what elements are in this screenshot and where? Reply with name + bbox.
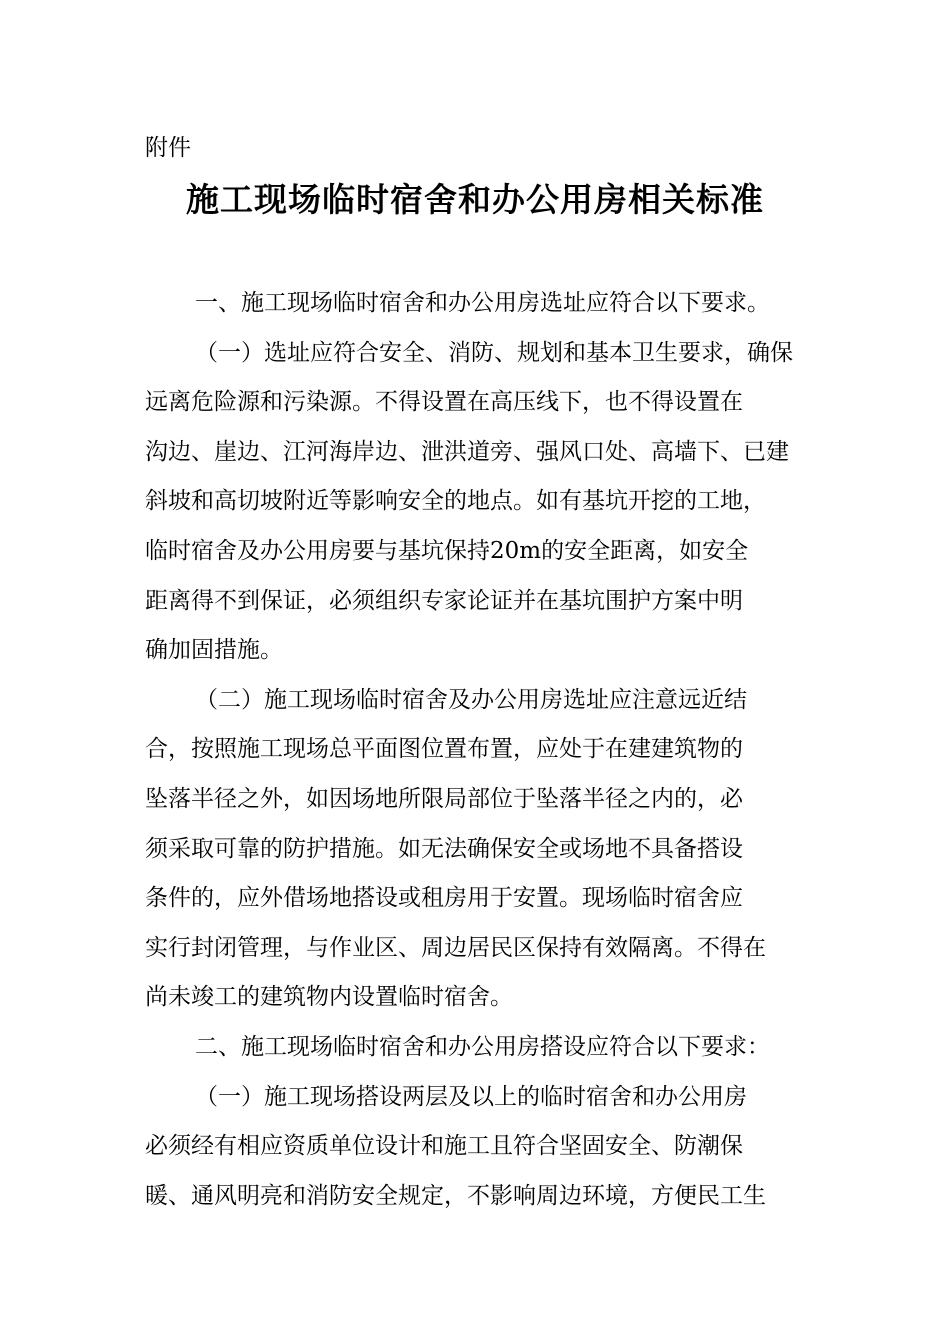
body-line: 须采取可靠的防护措施。如无法确保安全或场地不具备搭设 [145, 835, 743, 862]
body-line: 暖、通风明亮和消防安全规定，不影响周边环境，方便民工生 [145, 1182, 766, 1209]
body-line: 沟边、崖边、江河海岸边、泄洪道旁、强风口处、高墙下、已建 [145, 438, 789, 465]
body-line: 尚未竣工的建筑物内设置临时宿舍。 [145, 984, 513, 1011]
body-line: （二）施工现场临时宿舍及办公用房选址应注意远近结 [195, 686, 747, 713]
attachment-label: 附件 [145, 135, 191, 161]
body-line: 二、施工现场临时宿舍和办公用房搭设应符合以下要求： [195, 1033, 770, 1060]
body-line: 确加固措施。 [145, 637, 283, 664]
document-title: 施工现场临时宿舍和办公用房相关标准 [186, 180, 764, 219]
body-line: 条件的，应外借场地搭设或租房用于安置。现场临时宿舍应 [145, 885, 743, 912]
body-line: 临时宿舍及办公用房要与基坑保持20m的安全距离，如安全 [145, 537, 749, 564]
body-line: （一）选址应符合安全、消防、规划和基本卫生要求，确保 [195, 339, 793, 366]
body-line: 距离得不到保证，必须组织专家论证并在基坑围护方案中明 [145, 587, 743, 614]
body-line: 远离危险源和污染源。不得设置在高压线下，也不得设置在 [145, 389, 743, 416]
body-line: 斜坡和高切坡附近等影响安全的地点。如有基坑开挖的工地， [145, 488, 766, 515]
body-line: 坠落半径之外，如因场地所限局部位于坠落半径之内的，必 [145, 785, 743, 812]
body-line: 合，按照施工现场总平面图位置布置，应处于在建建筑物的 [145, 736, 743, 763]
document-body [145, 279, 807, 1221]
body-line: 实行封闭管理，与作业区、周边居民区保持有效隔离。不得在 [145, 934, 766, 961]
body-line: 一、施工现场临时宿舍和办公用房选址应符合以下要求。 [195, 290, 770, 316]
body-line: 必须经有相应资质单位设计和施工且符合坚固安全、防潮保 [145, 1133, 743, 1160]
body-line: （一）施工现场搭设两层及以上的临时宿舍和办公用房 [195, 1083, 747, 1110]
